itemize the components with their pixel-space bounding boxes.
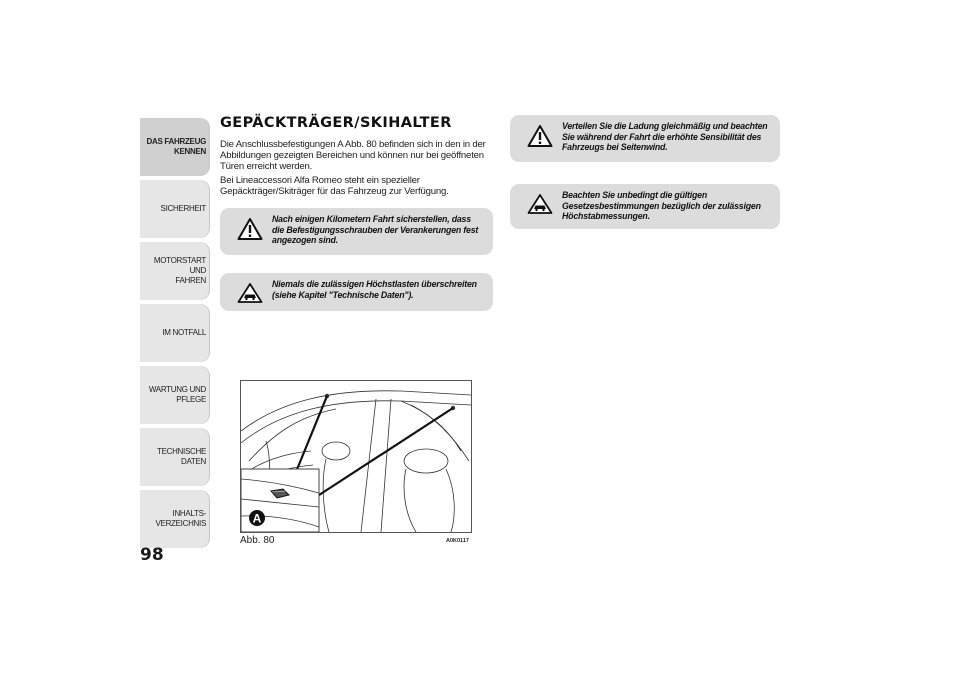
tab-label-line: VERZEICHNIS [155, 519, 206, 528]
callout-text: Verteilen Sie die Ladung gleichmäßig und beachten Sie während der Fahrt die erhöhte Sensibilität des Fahrzeugs bei Seitenwind. [562, 121, 768, 152]
caution-callout [220, 273, 493, 311]
tab-wartung-und-pflege[interactable] [140, 366, 210, 424]
warning-triangle-icon [228, 214, 272, 241]
warning-callout [220, 208, 493, 255]
tab-label-line: SICHERHEIT [160, 204, 206, 213]
tab-label-line: KENNEN [174, 147, 206, 156]
body-paragraph: Die Anschlussbefestigungen A Abb. 80 befinden sich in den in der Abbildungen gezeigten Bereichen und können nur bei geöffneten Türen erreicht werden. [220, 139, 486, 172]
car-caution-icon [518, 190, 562, 215]
callout-text: Niemals die zulässigen Höchstlasten überschreiten (siehe Kapitel "Technische Daten"). [272, 279, 477, 300]
warning-callout [510, 115, 780, 162]
roof-rack-anchor-illustration [240, 380, 472, 533]
body-paragraph: Bei Lineaccessori Alfa Romeo steht ein spezieller Gepäckträger/Skiträger für das Fahrzeug zur Verfügung. [220, 175, 449, 197]
tab-label-line: FAHREN [175, 276, 206, 285]
tab-im-notfall[interactable] [140, 304, 210, 362]
tab-das-fahrzeug-kennen[interactable] [140, 118, 210, 176]
tab-technische-daten[interactable] [140, 428, 210, 486]
tab-label-line: INHALTS- [172, 509, 206, 518]
warning-triangle-icon [518, 121, 562, 148]
tab-label-line: IM NOTFALL [162, 328, 206, 337]
tab-label-line: MOTORSTART UND [153, 256, 206, 275]
callout-text: Beachten Sie unbedingt die gültigen Gesetzesbestimmungen bezüglich der zulässigen Höchstabmessungen. [562, 190, 761, 221]
tab-label-line: TECHNISCHE DATEN [156, 447, 206, 466]
section-title: GEPÄCKTRÄGER/SKIHALTER [220, 115, 452, 131]
left-column [220, 115, 493, 311]
right-column [510, 115, 780, 229]
tab-label-line: PFLEGE [176, 395, 206, 404]
car-interior-drawing [241, 381, 471, 532]
callout-text: Nach einigen Kilometern Fahrt sicherstellen, dass die Befestigungsschrauben der Verankerungen fest angezogen sind. [272, 214, 479, 245]
tab-label-line: WARTUNG UND [148, 385, 206, 394]
tab-label-line: DAS FAHRZEUG [146, 137, 206, 146]
marker-a-label: A [252, 511, 262, 526]
car-caution-icon [228, 279, 272, 304]
page-number: 98 [140, 545, 164, 565]
tab-inhaltsverzeichnis[interactable] [140, 490, 210, 548]
caution-callout [510, 184, 780, 229]
tab-sicherheit[interactable] [140, 180, 210, 238]
figure-code: A0K0117 [446, 538, 469, 544]
figure-caption: Abb. 80 [240, 535, 275, 546]
tab-motorstart-und-fahren[interactable] [140, 242, 210, 300]
